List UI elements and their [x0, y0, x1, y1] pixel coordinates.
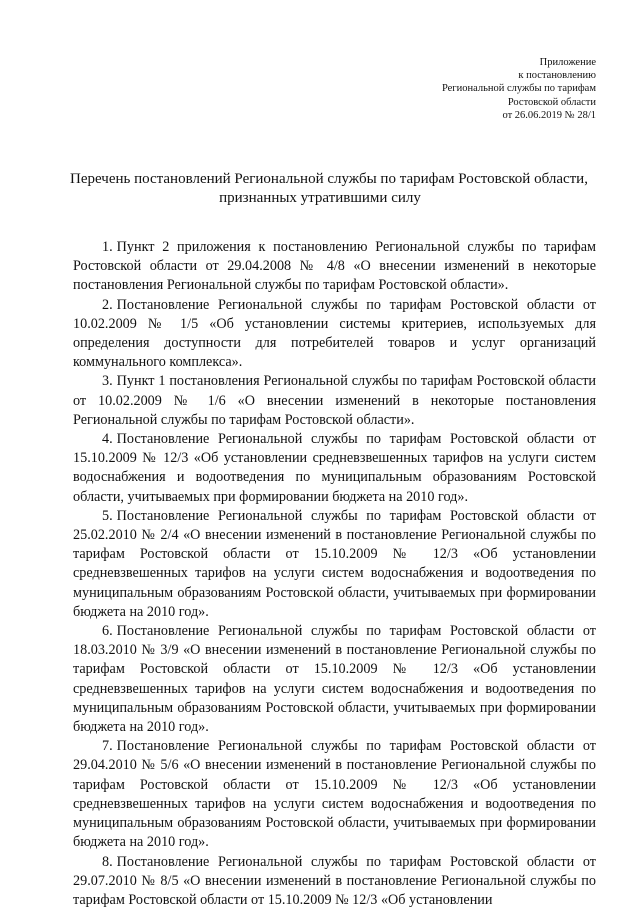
- appendix-line: Приложение: [376, 56, 596, 69]
- item-number: 7.: [102, 738, 113, 754]
- list-item: [73, 853, 596, 910]
- list-item: [73, 737, 596, 852]
- item-number: 1.: [102, 239, 113, 255]
- item-text: Пункт 1 постановления Региональной службы по тарифам Ростовской области от 10.02.2009 № 1/6 «О внесении изменений в некоторые постановления Региональной службы по тарифам Ростовской области».: [73, 373, 596, 427]
- item-number: 6.: [102, 623, 113, 639]
- list-item: [73, 238, 596, 296]
- item-number: 5.: [102, 508, 113, 524]
- item-number: 8.: [102, 854, 113, 870]
- title-line-1: Перечень постановлений Региональной службы по тарифам Ростовской области,: [70, 170, 570, 189]
- appendix-line: к постановлению: [376, 69, 596, 82]
- list-item: [73, 296, 596, 373]
- item-text: Пункт 2 приложения к постановлению Региональной службы по тарифам Ростовской области от 29.04.2008 № 4/8 «О внесении изменений в некоторые постановления Региональной службы по тарифам Ростовской области».: [73, 239, 596, 293]
- item-number: 2.: [102, 297, 113, 313]
- list-item: [73, 372, 596, 430]
- title-line-2: признанных утратившими силу: [70, 189, 570, 208]
- appendix-line: от 26.06.2019 № 28/1: [376, 109, 596, 122]
- item-text: Постановление Региональной службы по тарифам Ростовской области от 29.07.2010 № 8/5 «О внесении изменений в постановление Региональной службы по тарифам Ростовской области от 15.10.2009 № 12/3 «Об установлении: [73, 854, 596, 908]
- appendix-block: [376, 56, 596, 122]
- appendix-line: Региональной службы по тарифам: [376, 82, 596, 95]
- list-item: [73, 507, 596, 622]
- item-number: 4.: [102, 431, 113, 447]
- item-number: 3.: [102, 373, 113, 389]
- list-item: [73, 622, 596, 737]
- item-text: Постановление Региональной службы по тарифам Ростовской области от 25.02.2010 № 2/4 «О внесении изменений в постановление Региональной службы по тарифам Ростовской области от 15.10.2009 № 12/3 «Об установлении средневзвешенных тарифов на услуги систем водоснабжения и водоотведения по муниципальным образованиям Ростовской области, учитываемых при формировании бюджета на 2010 год».: [73, 508, 596, 620]
- list-item: [73, 430, 596, 507]
- item-text: Постановление Региональной службы по тарифам Ростовской области от 29.04.2010 № 5/6 «О внесении изменений в постановление Региональной службы по тарифам Ростовской области от 15.10.2009 № 12/3 «Об установлении средневзвешенных тарифов на услуги систем водоснабжения и водоотведения по муниципальным образованиям Ростовской области, учитываемых при формировании бюджета на 2010 год».: [73, 738, 596, 850]
- document-title: [70, 170, 570, 208]
- item-text: Постановление Региональной службы по тарифам Ростовской области от 18.03.2010 № 3/9 «О внесении изменений в постановление Региональной службы по тарифам Ростовской области от 15.10.2009 № 12/3 «Об установлении средневзвешенных тарифов на услуги систем водоснабжения и водоотведения по муниципальным образованиям Ростовской области, учитываемых при формировании бюджета на 2010 год».: [73, 623, 596, 735]
- appendix-line: Ростовской области: [376, 96, 596, 109]
- item-text: Постановление Региональной службы по тарифам Ростовской области от 15.10.2009 № 12/3 «Об установлении средневзвешенных тарифов на услуги систем водоснабжения и водоотведения по муниципальным образованиям Ростовской области, учитываемых при формировании бюджета на 2010 год».: [73, 431, 596, 505]
- document-body: [73, 238, 596, 910]
- item-text: Постановление Региональной службы по тарифам Ростовской области от 10.02.2009 № 1/5 «Об установлении системы критериев, используемых для определения доступности для потребителей товаров и услуг организаций коммунального комплекса».: [73, 297, 596, 371]
